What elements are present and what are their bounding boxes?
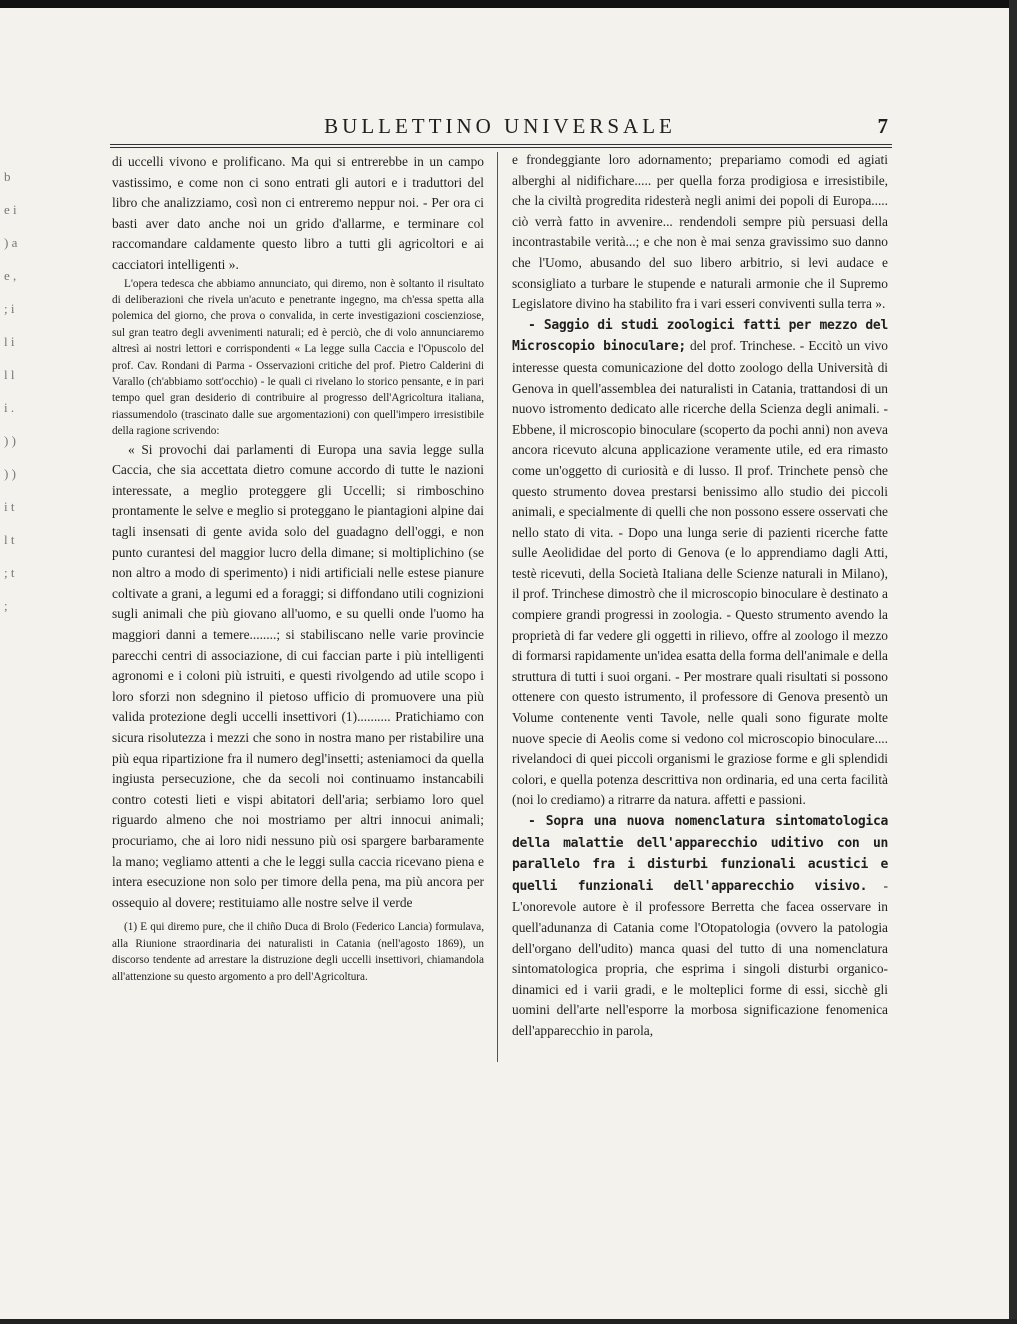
section-body: - L'onorevole autore è il professore Berretta che facea osservare in quell'adunanza di Catania come l'Otopatologia (ovvero la patologia dell'organo dell'udito) manca quasi del tutto di una nomenclatura sintomatologica propria, che esprima i singoli disturbi organico-dinamici ed i varii gradi, e le molteplici forme di essi, sicchè gli uomini dell'arte nell'esporre la morbosa significazione fenomenica dell'apparecchio in parola, — [512, 877, 888, 1038]
paragraph: di uccelli vivono e prolificano. Ma qui si entrerebbe in un campo vastissimo, e come non ci sono entrati gli autori e i traduttori del libro che analizziamo, così non ci entreremo neppur noi. - Per ora ci basti aver dato anche noi un grido d'allarme, e terminare col raccomandare caldamente questo libro a tutti gli agricoltori e ai cacciatori intelligenti ». — [112, 154, 484, 272]
running-title: BULLETTINO UNIVERSALE — [324, 114, 676, 138]
small-print-block — [112, 276, 484, 440]
column-divider — [497, 152, 498, 1062]
page-number: 7 — [877, 114, 888, 138]
margin-marks: b e i ) a e , ; i l i l l i . ) ) ) ) i t l t ; t ; — [4, 169, 18, 613]
quotation: « Si provochi dai parlamenti di Europa una savia legge sulla Caccia, che sia accettata dietro comune accordo di tutte le nazioni interessate, a meglio proteggere gli Uccelli; si rimboschino prontamente le selve e meglio si proteggano le piantagioni alpine dai tagli insensati di gente avida solo del guadagno dell'oggi, e non punto curantesi del maggior lucro della dimane; si moltiplichino (se non altro a modo di sperimento) i nidi artificiali nelle estese pianure coltivate a grani, a legumi ed a foraggi; si diffondano utili cognizioni sugli animali che più giovano all'uomo, e su quelli onde l'uomo ha maggiori danni a temere........; si stabiliscano nelle varie provincie parecchi centri di associazione, di cui faccian parte i più intelligenti agronomi e i coloni più istruiti, e questi rivolgendo ad utile scopo i loro sforzi non sdegnino il pietoso ufficio di promuovere una più valida protezione degli uccelli insettivori (1).......... Pratichiamo con sicura risolutezza i mezzi che sono in nostra mano per ristabilire una più equa ripartizione fra il numero degl'insetti; asteniamoci da quella ingiusta persecuzione, che da secoli noi continuamo instancabili contro cotesti lieti e vispi abitatori dell'aria; serbiamo loro quel riguardo almeno che noi mostriamo per altri innocui animali; procuriamo, che ai loro nidi nessuno più osi spargere barbaramente la mano; vegliamo attenti a che le leggi sulla caccia ricevano piena e intera esecuzione non solo per timore della pena, ma più ancora per ossequio al dovere; restituiamo alle nostre selve il verde — [112, 441, 484, 910]
section-title: - Saggio di studi zoologici fatti per mezzo del Microscopio binoculare; — [512, 317, 888, 355]
left-column — [112, 150, 484, 1080]
footnote — [112, 919, 484, 985]
section-nomenclatura — [512, 811, 888, 1042]
scan-bottom-edge — [0, 1319, 1017, 1324]
header-rule — [110, 144, 892, 145]
scan-top-edge — [0, 0, 1017, 8]
section-microscopio — [512, 315, 888, 811]
scan-right-edge — [1009, 0, 1017, 1324]
section-body: del prof. Trinchese. - Eccitò un vivo interesse questa comunicazione del dotto zoologo della Università di Genova in quell'assemblea dei naturalisti in Catania, trattandosi di un nuovo istromento dedicato alle ricerche della Scienza degli animali. - Ebbene, il microscopio binoculare (scoperto da pochi anni) non aveva ancora ricevuto alcuna applicazione veramente utile, ed era rimasto come un'oggetto di curiosità e di lusso. Il prof. Trinchete pensò che questo strumento dovea prestarsi benissimo allo studio dei piccoli animali, e specialmente di quelli che non possono essere osservati che nello stato di vita. - Dopo una lunga serie di pazienti ricerche fatte sulle Aeolididae del porto di Genova (e lo apprendiamo dagli Atti, testè ricevuti, della Società Italiana delle Scienze naturali in Milano), il prof. Trinchese dimostrò che il microscopio binoculare è destinato a compiere grandi progressi in zoologia. - Questo strumento avendo la proprietà di far vedere gli oggetti in rilievo, offre al zoologo il mezzo di formarsi rapidamente un'idea esatta della forma dell'animale e della struttura di tutti i suoi organi. - Per mostrare quali risultati si possono ottenere con questo istrumento, il professore di Genova presentò un Volume contenente venti Tavole, nelle quali sono figurate molte nuove specie di Aeolis come si vedono col microscopio binoculare.... rivelandoci di quei piccoli organismi le graziose forme e gli splendidi colori, e quella potenza descrittiva non ordinaria, ed una certa facilità (noi lo crediamo) a ritrarre da natura. affetti e passioni. — [512, 338, 888, 808]
right-column — [512, 150, 888, 1080]
page-header — [110, 114, 890, 144]
paragraph: e frondeggiante loro adornamento; prepariamo comodi ed agiati alberghi al nidifichare..... per quella forza prodigiosa e irresistibile, che la civiltà progredita ridesterà negli animi dei popoli di Europa..... ciò verrà fatto in avvenire... rendendoli sempre più persuasi della incontrastabile verità...; e che non è mai senza gravissimo suo danno che l'Uomo, abusando del suo libero arbitrio, si levi audace e sconsigliato a turbare le stupende e naturali armonie che il Supremo Legislatore divino ha stabilito fra i vari esseri conviventi sulla terra ». — [512, 152, 888, 312]
paragraph: L'opera tedesca che abbiamo annunciato, qui diremo, non è soltanto il risultato di deliberazioni che rivela un'acuto e penetrante ingegno, ma ch'essa spetta alla polemica del giorno, che prova o convalida, in certe investigazioni coscienziose, sul gran teatro degli avvenimenti naturali; ed è perciò, che di volo annunciaremo altresì ai nostri lettori e corrispondenti « La legge sulla Caccia e l'Opuscolo del prof. Cav. Rondani di Parma - Osservazioni critiche del prof. Pietro Calderini di Varallo (ch'abbiamo sott'occhio) - le quali ci rivelano lo storico pensante, e in pari tempo quel gran desiderio di contribuire al progresso dell'Agricoltura italiana, riassumendolo (trascinato dalle sue argomentazioni) con quell'impero irresistibile della ragione scrivendo: — [112, 277, 484, 438]
header-rule-double — [110, 147, 892, 148]
section-title: - Sopra una nuova nomenclatura sintomatologica della malattie dell'apparecchio uditivo con un parallelo fra i disturbi funzionali acustici e quelli funzionali dell'apparecchio visivo. — [512, 814, 888, 894]
footnote-text: (1) E qui diremo pure, che il chiño Duca di Brolo (Federico Lancia) formulava, alla Riunione straordinaria dei naturalisti in Catania (nell'agosto 1869), un discorso tendente ad arrestare la distruzione degli uccelli insettivori, chiamandola all'attenzione su questo argomento a pro dell'Agricoltura. — [112, 921, 484, 983]
